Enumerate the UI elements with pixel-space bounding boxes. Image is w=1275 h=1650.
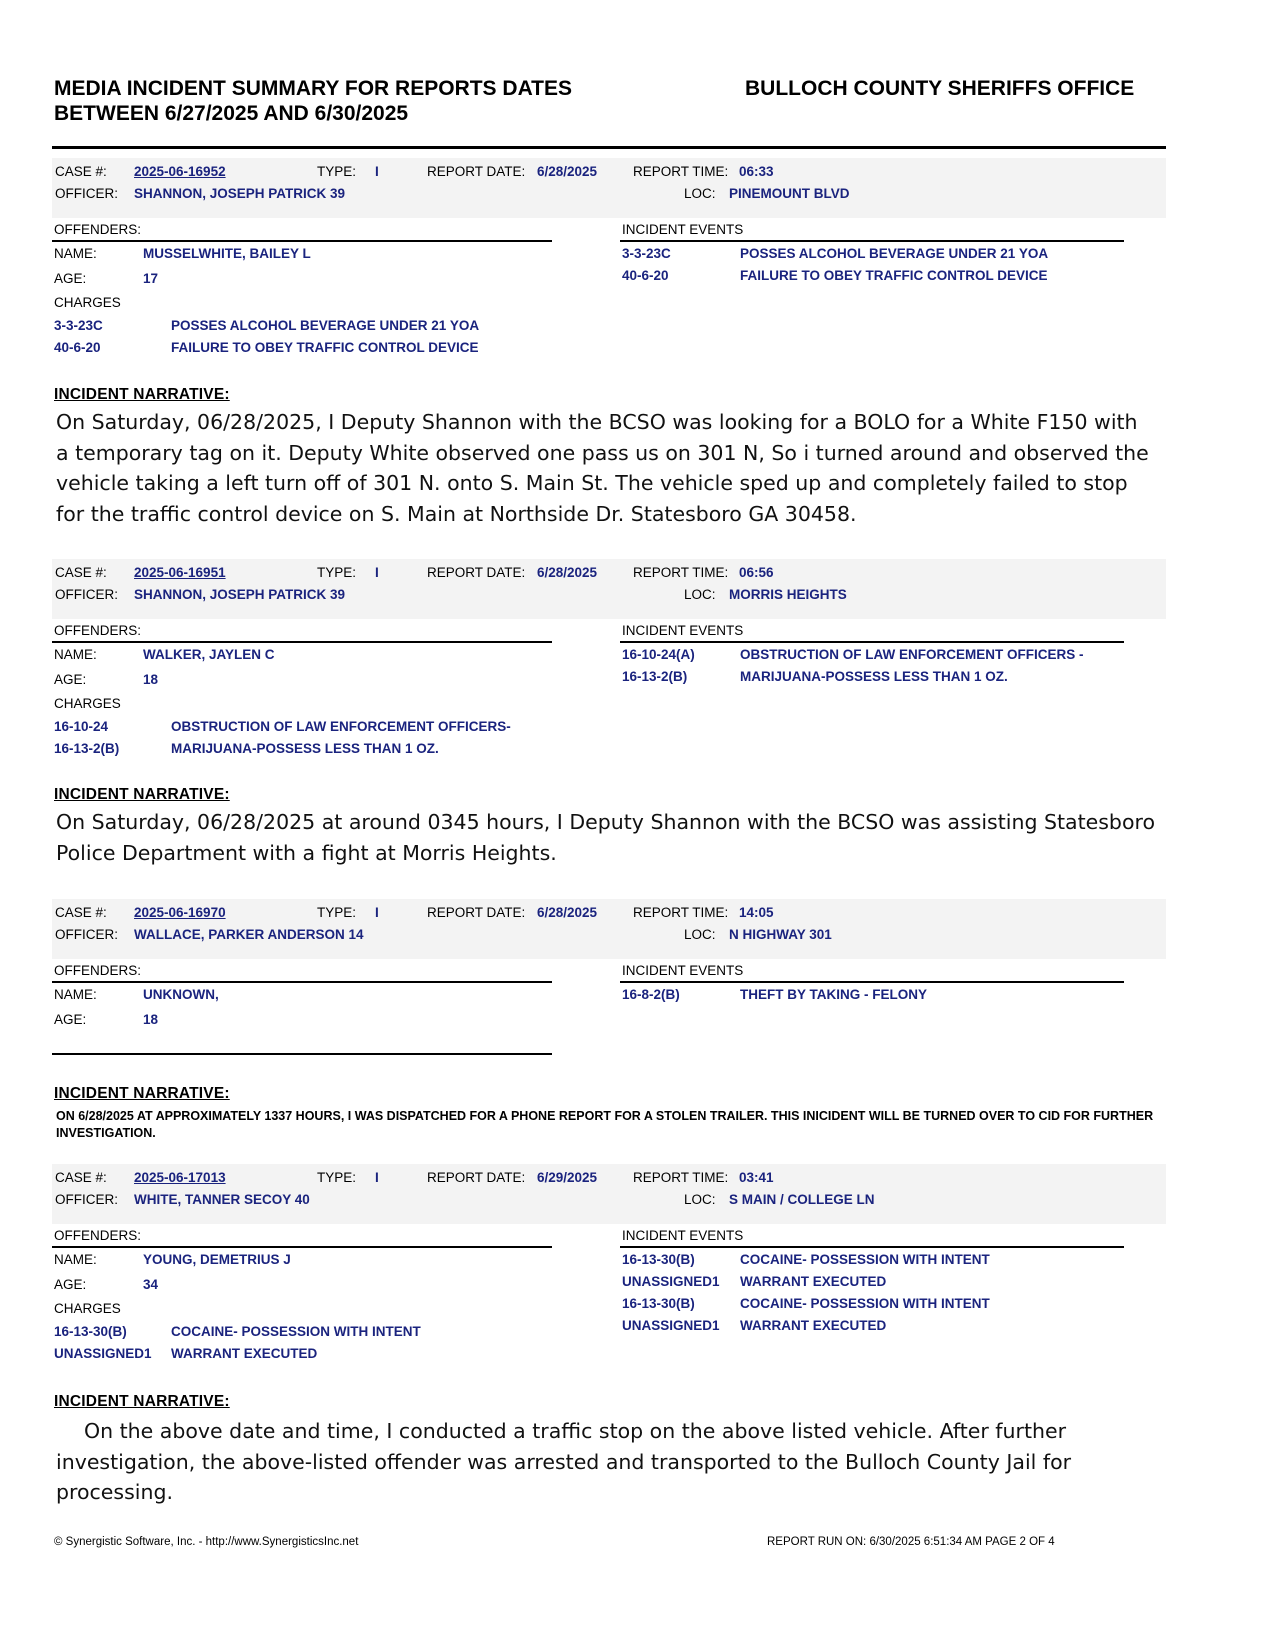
report-date-value: 6/29/2025	[537, 1170, 598, 1185]
case-label: CASE #:	[55, 1170, 107, 1185]
footer-report-run: REPORT RUN ON: 6/30/2025 6:51:34 AM PAGE 2 OF 4	[767, 1536, 1055, 1548]
event-desc: MARIJUANA-POSSESS LESS THAN 1 OZ.	[740, 669, 1008, 684]
type-value: I	[375, 905, 379, 920]
charge-desc: MARIJUANA-POSSESS LESS THAN 1 OZ.	[171, 741, 439, 756]
loc-label: LOC:	[684, 587, 716, 602]
case-details	[52, 1224, 1166, 1374]
officer-label: OFFICER:	[55, 587, 118, 602]
offenders-label: OFFENDERS:	[54, 623, 142, 638]
events-rule	[620, 641, 1124, 643]
case-label: CASE #:	[55, 905, 107, 920]
type-label: TYPE:	[317, 565, 357, 580]
narrative-title: INCIDENT NARRATIVE:	[54, 1085, 230, 1102]
event-desc: WARRANT EXECUTED	[740, 1318, 887, 1333]
case-details	[52, 619, 1166, 769]
events-rule	[620, 981, 1124, 983]
charges-label: CHARGES	[54, 1301, 121, 1316]
officer-label: OFFICER:	[55, 927, 118, 942]
charge-desc: WARRANT EXECUTED	[171, 1346, 318, 1361]
case-header-band	[52, 1164, 1166, 1224]
type-value: I	[375, 565, 379, 580]
case-label: CASE #:	[55, 164, 107, 179]
report-date-value: 6/28/2025	[537, 565, 598, 580]
age-label: AGE:	[54, 672, 87, 687]
offenders-rule	[52, 981, 552, 983]
case-number-link[interactable]: 2025-06-16952	[134, 164, 226, 179]
report-title-line2: BETWEEN 6/27/2025 AND 6/30/2025	[54, 102, 409, 125]
charges-label: CHARGES	[54, 696, 121, 711]
event-code: 16-13-2(B)	[622, 669, 688, 684]
name-label: NAME:	[54, 246, 97, 261]
age-label: AGE:	[54, 1277, 87, 1292]
event-desc: COCAINE- POSSESSION WITH INTENT	[740, 1252, 990, 1267]
case-header-band	[52, 158, 1166, 218]
narrative-text: On Saturday, 06/28/2025, I Deputy Shannon with the BCSO was looking for a BOLO for a White F150 with a temporary tag on it. Deputy White observed one pass us on 301 N, So i turned around and observed the vehicle taking a left turn off of 301 N. onto S. Main St. The vehicle sped up and completely failed to stop for the traffic control device on S. Main at Northside Dr. Statesboro GA 30458.	[56, 410, 1149, 526]
case-header-band	[52, 559, 1166, 619]
report-time-value: 14:05	[739, 905, 774, 920]
officer-label: OFFICER:	[55, 1192, 118, 1207]
case-header-band	[52, 899, 1166, 959]
case-label: CASE #:	[55, 565, 107, 580]
charge-code: UNASSIGNED1	[54, 1346, 152, 1361]
loc-value: MORRIS HEIGHTS	[729, 587, 847, 602]
event-code: 3-3-23C	[622, 246, 671, 261]
event-code: 40-6-20	[622, 268, 669, 283]
event-code: 16-13-30(B)	[622, 1252, 695, 1267]
report-title	[54, 76, 654, 126]
name-label: NAME:	[54, 987, 97, 1002]
narrative-text: On the above date and time, I conducted a traffic stop on the above listed vehicle. After further investigation, the above-listed offender was arrested and transported to the Bulloch County Jail for processing.	[56, 1419, 1072, 1504]
loc-label: LOC:	[684, 1192, 716, 1207]
charge-code: 16-13-2(B)	[54, 741, 120, 756]
event-desc: WARRANT EXECUTED	[740, 1274, 887, 1289]
charge-desc: COCAINE- POSSESSION WITH INTENT	[171, 1324, 421, 1339]
report-date-label: REPORT DATE:	[427, 905, 526, 920]
incident-events-label: INCIDENT EVENTS	[622, 222, 744, 237]
offenders-label: OFFENDERS:	[54, 1228, 142, 1243]
report-date-label: REPORT DATE:	[427, 1170, 526, 1185]
report-date-label: REPORT DATE:	[427, 565, 526, 580]
offender-age: 34	[143, 1277, 159, 1292]
report-date-value: 6/28/2025	[537, 164, 598, 179]
loc-value: N HIGHWAY 301	[729, 927, 832, 942]
events-rule	[620, 1246, 1124, 1248]
case-block	[52, 1164, 1166, 1374]
loc-value: S MAIN / COLLEGE LN	[729, 1192, 875, 1207]
offenders-label: OFFENDERS:	[54, 222, 142, 237]
case-number-link[interactable]: 2025-06-17013	[134, 1170, 226, 1185]
event-code: UNASSIGNED1	[622, 1318, 720, 1333]
charge-desc: POSSES ALCOHOL BEVERAGE UNDER 21 YOA	[171, 318, 480, 333]
loc-label: LOC:	[684, 927, 716, 942]
offender-name: YOUNG, DEMETRIUS J	[143, 1252, 291, 1267]
age-label: AGE:	[54, 271, 87, 286]
case-details	[52, 959, 1166, 1059]
offender-name: WALKER, JAYLEN C	[143, 647, 275, 662]
charge-code: 16-10-24	[54, 719, 109, 734]
narrative-text: On Saturday, 06/28/2025 at around 0345 hours, I Deputy Shannon with the BCSO was assisting Statesboro Police Department with a fight at Morris Heights.	[56, 810, 1156, 865]
charge-code: 40-6-20	[54, 340, 101, 355]
event-desc: FAILURE TO OBEY TRAFFIC CONTROL DEVICE	[740, 268, 1048, 283]
loc-label: LOC:	[684, 186, 716, 201]
charge-desc: FAILURE TO OBEY TRAFFIC CONTROL DEVICE	[171, 340, 479, 355]
event-code: UNASSIGNED1	[622, 1274, 720, 1289]
report-title-line1: MEDIA INCIDENT SUMMARY FOR REPORTS DATES	[54, 77, 573, 100]
offender-name: UNKNOWN,	[143, 987, 219, 1002]
officer-value: WALLACE, PARKER ANDERSON 14	[134, 927, 364, 942]
events-rule	[620, 240, 1124, 242]
offenders-rule	[52, 240, 552, 242]
narrative-text: ON 6/28/2025 AT APPROXIMATELY 1337 HOURS, I WAS DISPATCHED FOR A PHONE REPORT FOR A STOLEN TRAILER. THIS INICIDENT WILL BE TURNED OVER TO CID FOR FURTHER INVESTIGATION.	[56, 1109, 1154, 1140]
case-block	[52, 158, 1166, 368]
event-desc: OBSTRUCTION OF LAW ENFORCEMENT OFFICERS -	[740, 647, 1084, 662]
report-time-value: 06:33	[739, 164, 774, 179]
case-number-link[interactable]: 2025-06-16951	[134, 565, 226, 580]
name-label: NAME:	[54, 647, 97, 662]
footer-copyright: © Synergistic Software, Inc. - http://www.SynergisticsInc.net	[54, 1536, 359, 1548]
offender-age: 17	[143, 271, 159, 286]
charges-label: CHARGES	[54, 295, 121, 310]
type-label: TYPE:	[317, 164, 357, 179]
agency-name: BULLOCH COUNTY SHERIFFS OFFICE	[745, 77, 1135, 100]
event-code: 16-13-30(B)	[622, 1296, 695, 1311]
type-value: I	[375, 164, 379, 179]
age-label: AGE:	[54, 1012, 87, 1027]
offender-age: 18	[143, 1012, 159, 1027]
name-label: NAME:	[54, 1252, 97, 1267]
event-desc: POSSES ALCOHOL BEVERAGE UNDER 21 YOA	[740, 246, 1049, 261]
offenders-label: OFFENDERS:	[54, 963, 142, 978]
officer-value: SHANNON, JOSEPH PATRICK 39	[134, 587, 346, 602]
incident-events-label: INCIDENT EVENTS	[622, 1228, 744, 1243]
header-divider	[52, 146, 1166, 149]
report-date-label: REPORT DATE:	[427, 164, 526, 179]
event-code: 16-10-24(A)	[622, 647, 695, 662]
report-time-label: REPORT TIME:	[633, 905, 729, 920]
charge-desc: OBSTRUCTION OF LAW ENFORCEMENT OFFICERS-	[171, 719, 511, 734]
narrative-title: INCIDENT NARRATIVE:	[54, 1393, 230, 1410]
report-time-label: REPORT TIME:	[633, 1170, 729, 1185]
charge-code: 3-3-23C	[54, 318, 103, 333]
case-block	[52, 559, 1166, 769]
event-code: 16-8-2(B)	[622, 987, 680, 1002]
loc-value: PINEMOUNT BLVD	[729, 186, 850, 201]
offender-age: 18	[143, 672, 159, 687]
incident-events-label: INCIDENT EVENTS	[622, 623, 744, 638]
type-value: I	[375, 1170, 379, 1185]
case-block	[52, 899, 1166, 1059]
type-label: TYPE:	[317, 1170, 357, 1185]
event-desc: THEFT BY TAKING - FELONY	[740, 987, 927, 1002]
offender-name: MUSSELWHITE, BAILEY L	[143, 246, 311, 261]
report-time-label: REPORT TIME:	[633, 565, 729, 580]
case-number-link[interactable]: 2025-06-16970	[134, 905, 226, 920]
report-time-value: 06:56	[739, 565, 774, 580]
offenders-rule	[52, 641, 552, 643]
event-desc: COCAINE- POSSESSION WITH INTENT	[740, 1296, 990, 1311]
incident-events-label: INCIDENT EVENTS	[622, 963, 744, 978]
report-time-label: REPORT TIME:	[633, 164, 729, 179]
narrative-title: INCIDENT NARRATIVE:	[54, 786, 230, 803]
officer-value: SHANNON, JOSEPH PATRICK 39	[134, 186, 346, 201]
case-details	[52, 218, 1166, 368]
narrative-title: INCIDENT NARRATIVE:	[54, 386, 230, 403]
officer-label: OFFICER:	[55, 186, 118, 201]
type-label: TYPE:	[317, 905, 357, 920]
report-time-value: 03:41	[739, 1170, 774, 1185]
report-date-value: 6/28/2025	[537, 905, 598, 920]
offenders-end-rule	[52, 1053, 552, 1055]
officer-value: WHITE, TANNER SECOY 40	[134, 1192, 310, 1207]
charge-code: 16-13-30(B)	[54, 1324, 127, 1339]
offenders-rule	[52, 1246, 552, 1248]
